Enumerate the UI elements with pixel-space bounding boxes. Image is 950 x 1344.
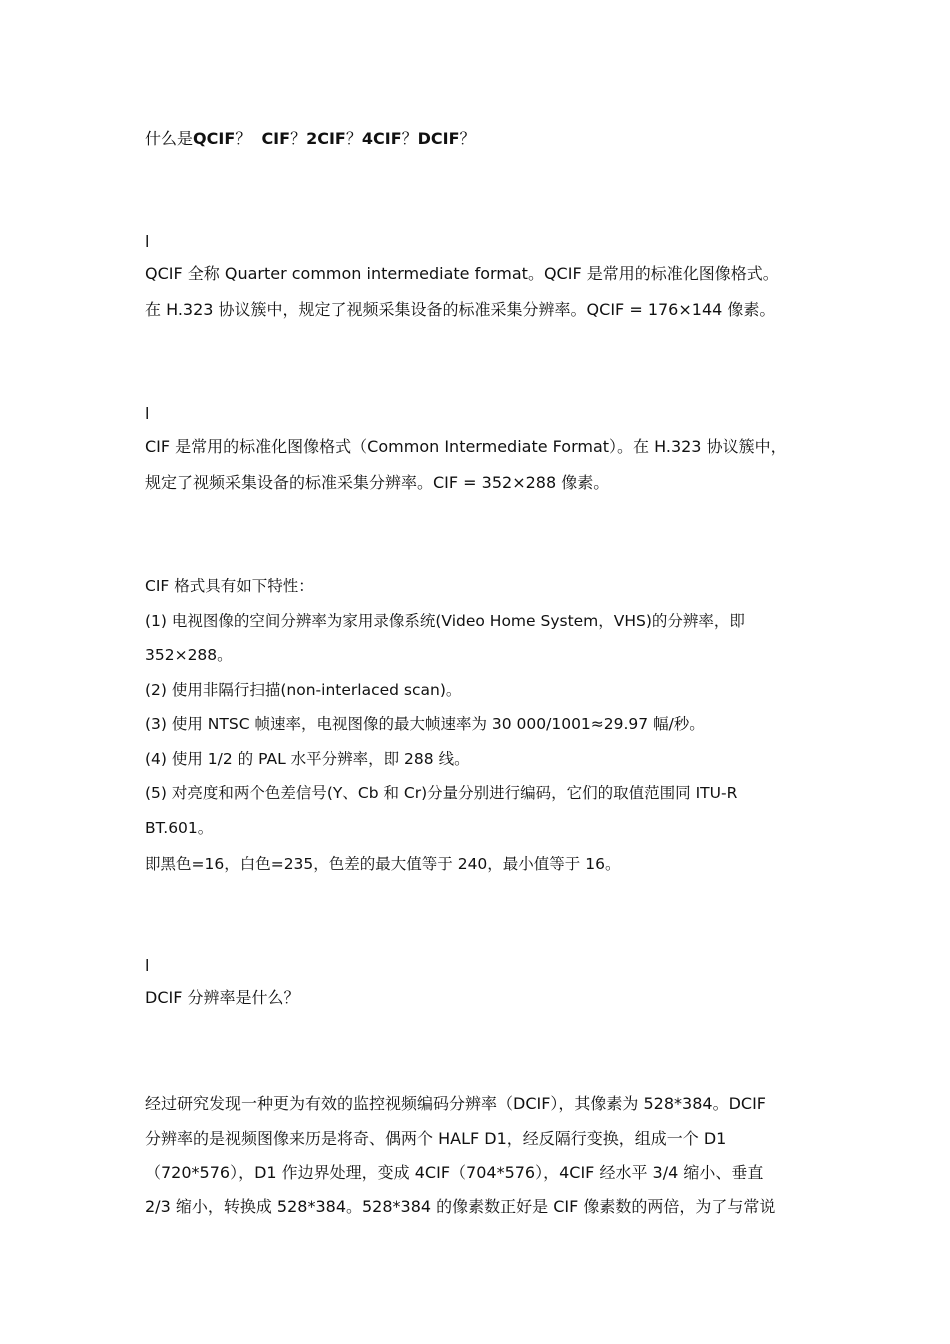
- bullet-marker: l: [145, 232, 150, 251]
- page-title: [145, 128, 476, 150]
- title-item-qcif: QCIF: [193, 129, 236, 148]
- paragraph-line: CIF 是常用的标准化图像格式（Common Intermediate Format）。在 H.323 协议簇中，: [145, 437, 787, 456]
- list-item-continuation: 352×288。: [145, 646, 233, 664]
- list-item-continuation: BT.601。: [145, 819, 214, 837]
- title-item-2cif: 2CIF: [306, 129, 346, 148]
- title-sep: ？: [345, 129, 362, 148]
- paragraph-line: 在 H.323 协议簇中，规定了视频采集设备的标准采集分辨率。QCIF = 176×144 像素。: [145, 300, 776, 319]
- list-item: (1) 电视图像的空间分辨率为家用录像系统(Video Home System，VHS)的分辨率，即: [145, 612, 745, 630]
- list-item: (5) 对亮度和两个色差信号(Y、Cb 和 Cr)分量分别进行编码，它们的取值范围同 ITU-R: [145, 784, 738, 802]
- paragraph-line: 规定了视频采集设备的标准采集分辨率。CIF = 352×288 像素。: [145, 473, 610, 492]
- title-sep: ？: [401, 129, 418, 148]
- paragraph-line: 即黑色=16，白色=235，色差的最大值等于 240，最小值等于 16。: [145, 855, 621, 873]
- paragraph-line: （720*576），D1 作边界处理，变成 4CIF（704*576），4CIF 经水平 3/4 缩小、垂直: [145, 1163, 764, 1182]
- list-item: (2) 使用非隔行扫描(non-interlaced scan)。: [145, 681, 462, 699]
- title-sep: ？: [290, 129, 307, 148]
- bullet-marker: l: [145, 956, 150, 975]
- section-heading: CIF 格式具有如下特性：: [145, 577, 314, 595]
- list-item: (3) 使用 NTSC 帧速率，电视图像的最大帧速率为 30 000/1001≈29.97 幅/秒。: [145, 715, 705, 733]
- title-item-4cif: 4CIF: [361, 129, 402, 148]
- title-item-dcif: DCIF: [417, 129, 460, 148]
- section-heading: DCIF 分辨率是什么？: [145, 988, 300, 1007]
- paragraph-line: 分辨率的是视频图像来历是将奇、偶两个 HALF D1，经反隔行变换，组成一个 D1: [145, 1129, 727, 1148]
- paragraph-line: QCIF 全称 Quarter common intermediate format。QCIF 是常用的标准化图像格式。: [145, 264, 779, 283]
- title-prefix: 什么是: [145, 129, 194, 148]
- title-item-cif: CIF: [261, 129, 291, 148]
- list-item: (4) 使用 1/2 的 PAL 水平分辨率，即 288 线。: [145, 750, 470, 768]
- title-sep: ？: [459, 129, 476, 148]
- title-sep: ？: [235, 129, 252, 148]
- paragraph-line: 经过研究发现一种更为有效的监控视频编码分辨率（DCIF），其像素为 528*384。DCIF: [145, 1094, 766, 1113]
- paragraph-line: 2/3 缩小，转换成 528*384。528*384 的像素数正好是 CIF 像素数的两倍，为了与常说: [145, 1197, 776, 1216]
- bullet-marker: l: [145, 404, 150, 423]
